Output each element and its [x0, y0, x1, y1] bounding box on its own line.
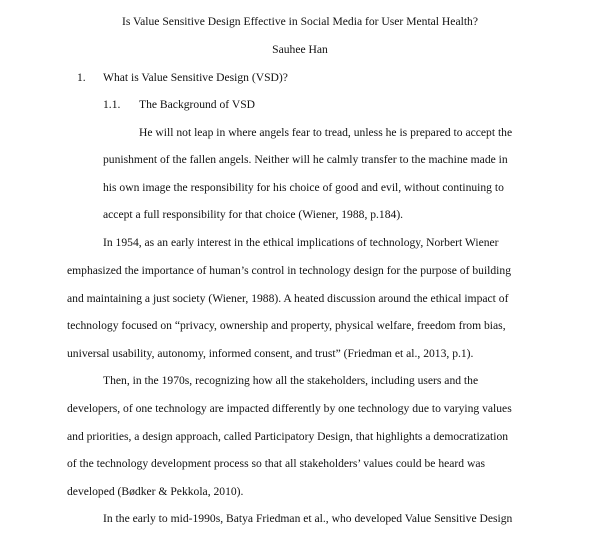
section-number: 1.	[77, 71, 86, 84]
paragraph-line: and maintaining a just society (Wiener, 1988). A heated discussion around the ethical impact of	[67, 292, 509, 305]
subsection-heading: The Background of VSD	[139, 98, 256, 111]
quote-line: He will not leap in where angels fear to tread, unless he is prepared to accept the	[139, 126, 513, 139]
section-heading: What is Value Sensitive Design (VSD)?	[103, 71, 288, 84]
paragraph-line: universal usability, autonomy, informed consent, and trust” (Friedman et al., 2013, p.1).	[67, 347, 474, 360]
paragraph-line: technology focused on “privacy, ownership and property, physical welfare, freedom from bias,	[67, 319, 506, 332]
document-author: Sauhee Han	[272, 43, 328, 56]
paragraph-line: developers, of one technology are impacted differently by one technology due to varying values	[67, 402, 512, 415]
paragraph-line: of the technology development process so that all stakeholders’ values could be heard was	[67, 457, 485, 470]
paragraph-line: and priorities, a design approach, called Participatory Design, that highlights a democratization	[67, 430, 509, 443]
paragraph-line: emphasized the importance of human’s control in technology design for the purpose of building	[67, 264, 511, 277]
document-title: Is Value Sensitive Design Effective in Social Media for User Mental Health?	[122, 15, 478, 28]
quote-line: his own image the responsibility for his choice of good and evil, without continuing to	[103, 181, 504, 194]
paragraph-line: Then, in the 1970s, recognizing how all the stakeholders, including users and the	[103, 374, 479, 387]
paragraph-line: In 1954, as an early interest in the ethical implications of technology, Norbert Wiener	[103, 236, 499, 249]
paragraph-line: In the early to mid-1990s, Batya Friedman et al., who developed Value Sensitive Design	[103, 512, 513, 525]
quote-line: accept a full responsibility for that choice (Wiener, 1988, p.184).	[103, 208, 404, 221]
paragraph-line: developed (Bødker & Pekkola, 2010).	[67, 485, 244, 498]
quote-line: punishment of the fallen angels. Neither will he calmly transfer to the machine made in	[103, 153, 508, 166]
subsection-number: 1.1.	[103, 98, 121, 111]
